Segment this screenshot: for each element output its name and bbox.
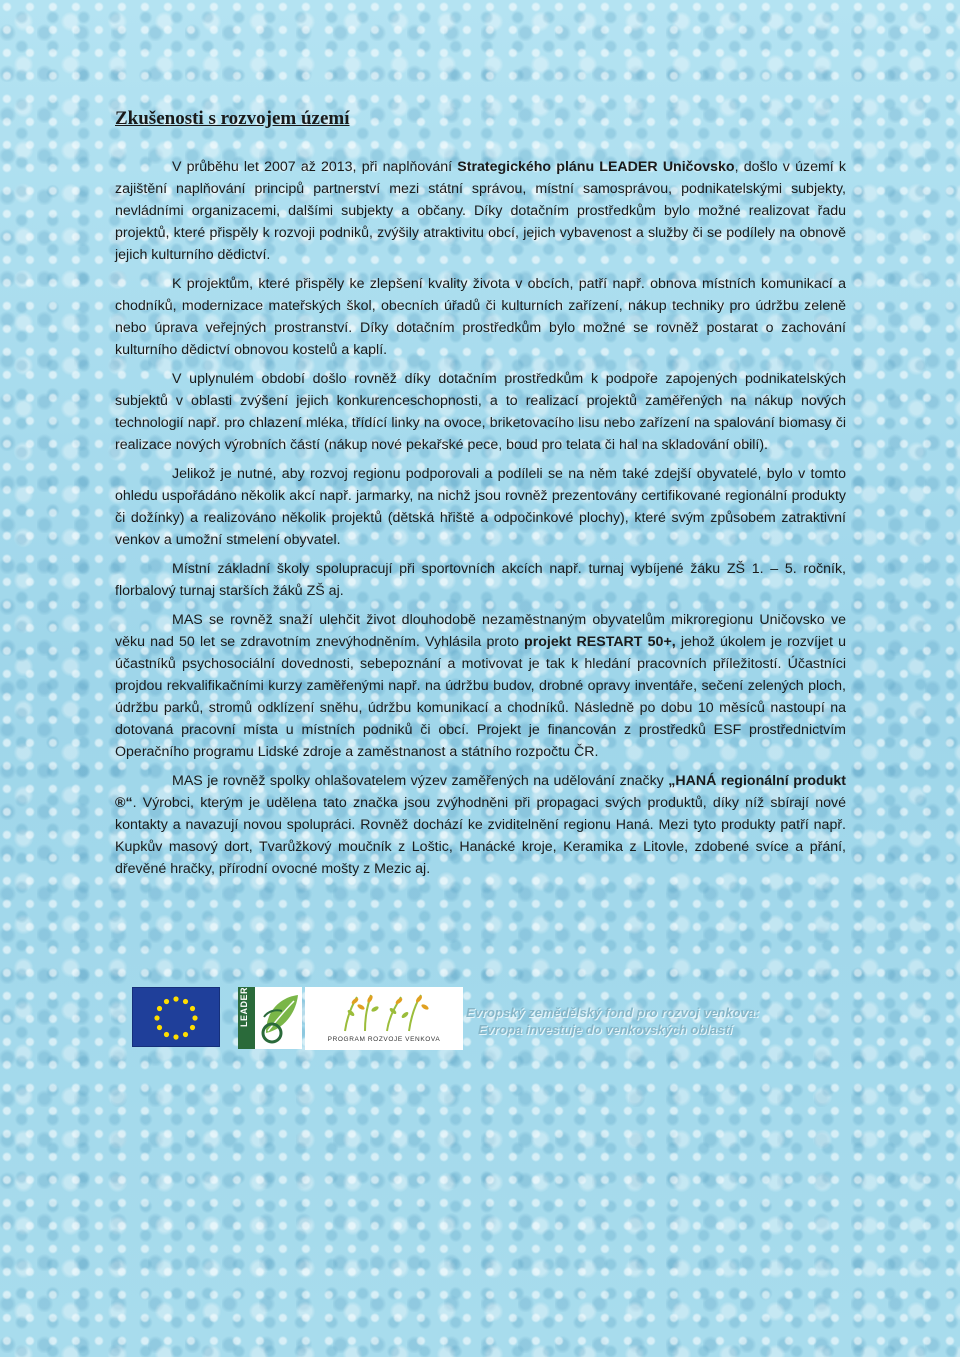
p1-text-c: , došlo v území k zajištění naplňování principů partnerství mezi státní správou, místní samosprávou, podnikatelskými subjekty, nevládními organizacemi, dalšími subjekty a občany. Díky dotačním prostředkům bylo možné realizovat řadu projektů, které přispěly k rozvoji podniků, zvýšily atraktivitu obcí, jejich vybavenost a služby či se podílely na obnově jejich kulturního dědictví. bbox=[115, 159, 847, 263]
paragraph-5: Místní základní školy spolupracují při sportovních akcích např. turnaj vybíjené žáku ZŠ 1. – 5. ročník, florbalový turnaj starších žáků ZŠ aj. bbox=[115, 561, 846, 599]
prv-logo-icon bbox=[305, 987, 463, 1050]
leader-logo-icon bbox=[238, 987, 302, 1049]
leader-logo-text: LEADER bbox=[239, 986, 249, 1027]
p6-bold-restart: projekt RESTART 50+, bbox=[524, 634, 676, 650]
prv-logo-text: PROGRAM ROZVOJE VENKOVA bbox=[327, 1036, 441, 1043]
paragraph-7 bbox=[115, 770, 846, 880]
eafrd-slogan bbox=[466, 1004, 759, 1038]
p7-text-c: . Výrobci, kterým je udělena tato značka jsou zvýhodněni při propagaci svých produktů, díky níž sbírají nové kontakty a navazují novou spolupráci. Rovněž dochází ke zviditelnění regionu Haná. Mezi tyto produkty patří např. Kupkův masový dort, Tvarůžkový moučník z Loštic, Hanácké kroje, Keramika z Litovle, zdobené svíce a přání, dřevěné hračky, přírodní ovocné mošty z Mezic aj. bbox=[115, 795, 846, 877]
document-page bbox=[115, 108, 846, 887]
paragraph-2: K projektům, které přispěly ke zlepšení kvality života v obcích, patří např. obnova místních komunikací a chodníků, modernizace mateřských škol, obecních úřadů či kulturních zařízení, nákup techniky pro údržbu zeleně nebo úprava veřejných prostranství. Díky dotačním prostředkům bylo možné se rovněž postarat o zachování kulturního dědictví obnovou kostelů a kaplí. bbox=[115, 276, 846, 358]
p7-bold-hana: „HANÁ regionální produkt ®“ bbox=[115, 773, 846, 811]
eu-flag-icon bbox=[133, 988, 219, 1046]
p6-text-c: jehož úkolem je rozvíjet u účastníků psychosociální dovednosti, sebepoznání a motivovat je tak k hledání pracovních příležitostí. Účastníci projdou rekvalifikačními kurzy zaměřenými např. na údržbu budov, drobné opravy inventáře, sečení zelených ploch, údržbu parků, stromů odklízení sněhu, údržbu komunikací a chodníků. Následně po dobu 10 měsíců nastoupí na dotovaná pracovní místa u místních podniků či obcí. Projekt je financován z prostředků ESF prostřednictvím Operačního programu Lidské zdroje a zaměstnanost a státního rozpočtu ČR. bbox=[115, 634, 846, 760]
eafrd-line-2: Evropa investuje do venkovských oblastí bbox=[478, 1022, 733, 1037]
page-title: Zkušenosti s rozvojem území bbox=[115, 108, 350, 129]
paragraph-3: V uplynulém období došlo rovněž díky dotačním prostředkům k podpoře zapojených podnikatelských subjektů v oblasti zvýšení jejich konkurenceschopnosti, a to realizací projektů zaměřených na nákup nových technologií např. pro chlazení mléka, třídící linky na ovoce, briketovacího lisu nebo zařízení na spalování biomasy či realizace nových výrobních částí (nákup nové pekařské pece, boud pro telata či hal na skladování obilí). bbox=[115, 371, 846, 453]
p6-text-a: MAS se rovněž snaží ulehčit život dlouhodobě nezaměstnaným obyvatelům mikroregionu Uničovsko ve věku nad 50 let se zdravotním znevýhodněním. Vyhlásila proto bbox=[115, 612, 846, 650]
paragraph-6 bbox=[115, 609, 846, 763]
p1-text-a: V průběhu let 2007 až 2013, při naplňování bbox=[172, 159, 458, 175]
p7-text-a: MAS je rovněž spolky ohlašovatelem výzev zaměřených na udělování značky bbox=[172, 773, 669, 789]
funding-logos bbox=[133, 987, 833, 1053]
paragraph-1 bbox=[115, 156, 846, 266]
paragraph-4: Jelikož je nutné, aby rozvoj regionu podporovali a podíleli se na něm také zdejší obyvatelé, bylo v tomto ohledu uspořádáno několik akcí např. jarmarky, na nichž jsou rovněž prezentovány certifikované regionální produkty či dožínky) a realizováno několik projektů (dětská hřiště a odpočinkové plochy), které svým způsobem zatraktivní venkov a umožní stmelení obyvatel. bbox=[115, 466, 846, 548]
p1-bold-plan: Strategického plánu LEADER Uničovsko bbox=[457, 159, 735, 175]
eafrd-line-1: Evropský zemědělský fond pro rozvoj venkova: bbox=[466, 1005, 760, 1020]
